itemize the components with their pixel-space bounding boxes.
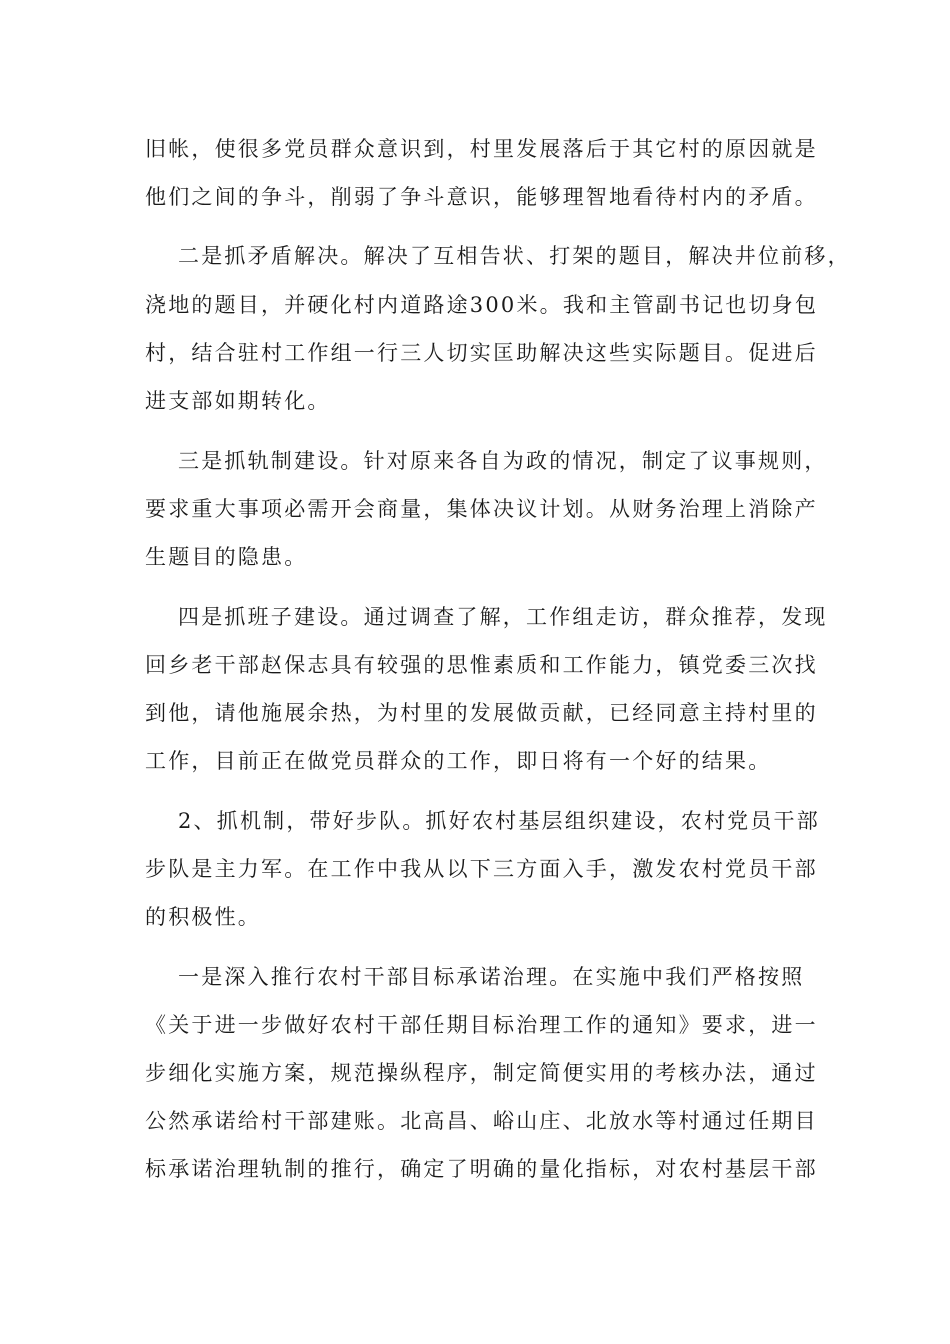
text-line: 他们之间的争斗，削弱了争斗意识，能够理智地看待村内的矛盾。	[145, 185, 818, 209]
paragraph-start-line: 二是抓矛盾解决。解决了互相告状、打架的题目，解决井位前移，	[178, 244, 851, 268]
text-line: 进支部如期转化。	[145, 389, 331, 413]
text-line: 生题目的隐患。	[145, 545, 308, 569]
text-line: 工作，目前正在做党员群众的工作，即日将有一个好的结果。	[145, 749, 772, 773]
text-line: 村，结合驻村工作组一行三人切实匡助解决这些实际题目。促进后	[145, 341, 818, 365]
text-line: 浇地的题目，并硬化村内道路途300米。我和主管副书记也切身包	[145, 293, 819, 317]
text-line: 标承诺治理轨制的推行，确定了明确的量化指标，对农村基层干部	[145, 1157, 818, 1181]
text-line: 旧帐，使很多党员群众意识到，村里发展落后于其它村的原因就是	[145, 137, 818, 161]
text-line: 的积极性。	[145, 905, 261, 929]
text-line: 到他，请他施展余热，为村里的发展做贡献，已经同意主持村里的	[145, 701, 818, 725]
paragraph-start-line: 2、抓机制，带好步队。抓好农村基层组织建设，农村党员干部	[178, 809, 820, 833]
text-line: 回乡老干部赵保志具有较强的思惟素质和工作能力，镇党委三次找	[145, 653, 818, 677]
text-line: 《关于进一步做好农村干部任期目标治理工作的通知》要求，进一	[145, 1013, 818, 1037]
text-line: 步细化实施方案，规范操纵程序，制定简便实用的考核办法，通过	[145, 1061, 818, 1085]
text-line: 步队是主力军。在工作中我从以下三方面入手，激发农村党员干部	[145, 857, 818, 881]
paragraph-start-line: 四是抓班子建设。通过调查了解，工作组走访，群众推荐，发现	[178, 605, 828, 629]
text-line: 公然承诺给村干部建账。北高昌、峪山庄、北放水等村通过任期目	[145, 1109, 818, 1133]
text-line: 要求重大事项必需开会商量，集体决议计划。从财务治理上消除产	[145, 497, 818, 521]
paragraph-start-line: 一是深入推行农村干部目标承诺治理。在实施中我们严格按照	[178, 965, 805, 989]
paragraph-start-line: 三是抓轨制建设。针对原来各自为政的情况，制定了议事规则，	[178, 449, 828, 473]
